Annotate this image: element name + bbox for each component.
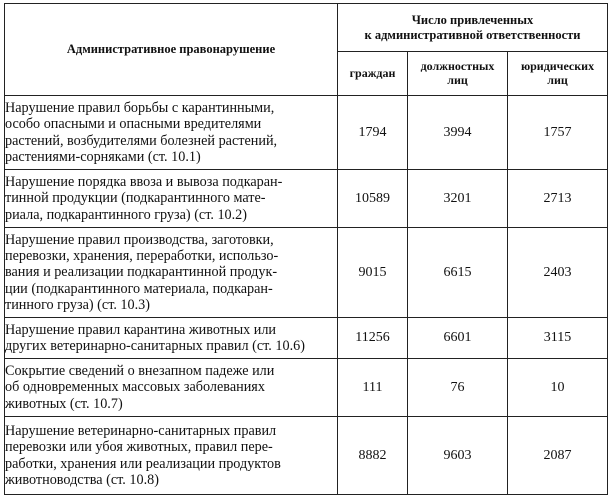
offense-description (5, 318, 338, 359)
description-line: Нарушение правил производства, заготовки, (5, 231, 274, 248)
officials-count: 6615 (408, 228, 508, 318)
legal-entities-count: 2713 (508, 170, 608, 228)
table-row (5, 318, 608, 359)
description-line: перевозки, хранения, переработки, использо- (5, 248, 279, 265)
legal-entities-column-header (508, 52, 608, 96)
legal-header-line-2: лиц (547, 72, 568, 87)
officials-count: 3201 (408, 170, 508, 228)
table-row (5, 170, 608, 228)
description-line: Нарушение ветеринарно-санитарных правил (5, 423, 277, 440)
legal-header-line-1: юридических (520, 59, 595, 73)
offense-description (5, 170, 338, 228)
description-line: перевозки или убоя животных, правил пере- (5, 439, 273, 456)
description-line: риала, подкарантинного груза) (ст. 10.2) (5, 206, 248, 223)
citizens-count: 11256 (338, 318, 408, 359)
legal-entities-count: 3115 (508, 318, 608, 359)
citizens-count: 9015 (338, 228, 408, 318)
description-line: работки, хранения или реализации продуктов (5, 455, 281, 472)
description-line: животноводства (ст. 10.8) (5, 471, 159, 488)
description-line: растений, возбудителями болезней растений, (5, 132, 278, 149)
offense-column-header: Административное правонарушение (5, 4, 338, 96)
offense-description (5, 417, 338, 495)
citizens-column-header: граждан (338, 52, 408, 96)
legal-entities-count: 1757 (508, 96, 608, 170)
description-line: Нарушение правил борьбы с карантинными, (5, 100, 275, 117)
description-line: тинной продукции (подкарантинного мате- (5, 190, 266, 207)
description-line: животных (ст. 10.7) (5, 395, 123, 412)
legal-entities-count: 2087 (508, 417, 608, 495)
description-line: Сокрытие сведений о внезапном падеже или (5, 363, 275, 380)
table-row (5, 228, 608, 318)
officials-header-line-1: должностных (420, 59, 495, 73)
description-line: тинного груза) (ст. 10.3) (5, 296, 150, 313)
description-line: Нарушение правил карантина животных или (5, 321, 277, 338)
table-row (5, 359, 608, 417)
offense-description (5, 228, 338, 318)
offenses-table (4, 3, 608, 495)
description-line: об одновременных массовых заболеваниях (5, 379, 265, 396)
document-page (4, 3, 607, 494)
header-row-top (5, 4, 608, 52)
table-row (5, 417, 608, 495)
description-line: вания и реализации подкарантинной продук- (5, 264, 278, 281)
table-row (5, 96, 608, 170)
officials-header-line-2: лиц (447, 72, 468, 87)
citizens-count: 10589 (338, 170, 408, 228)
offense-description (5, 359, 338, 417)
officials-count: 76 (408, 359, 508, 417)
citizens-count: 111 (338, 359, 408, 417)
citizens-count: 8882 (338, 417, 408, 495)
description-line: ции (подкарантинного материала, подкаран- (5, 280, 273, 297)
description-line: растениями-сорняками (ст. 10.1) (5, 148, 201, 165)
description-line: Нарушение порядка ввоза и вывоза подкаран- (5, 174, 283, 191)
legal-entities-count: 10 (508, 359, 608, 417)
description-line: других ветеринарно-санитарных правил (ст. 10.6) (5, 338, 305, 354)
group-column-header (338, 4, 608, 52)
officials-count: 9603 (408, 417, 508, 495)
officials-column-header (408, 52, 508, 96)
group-header-line-2: к административной ответственности (364, 27, 581, 42)
officials-count: 3994 (408, 96, 508, 170)
group-header-line-1: Число привлеченных (411, 13, 534, 27)
citizens-count: 1794 (338, 96, 408, 170)
offense-description (5, 96, 338, 170)
officials-count: 6601 (408, 318, 508, 359)
description-line: особо опасными и опасными вредителями (5, 116, 262, 133)
legal-entities-count: 2403 (508, 228, 608, 318)
